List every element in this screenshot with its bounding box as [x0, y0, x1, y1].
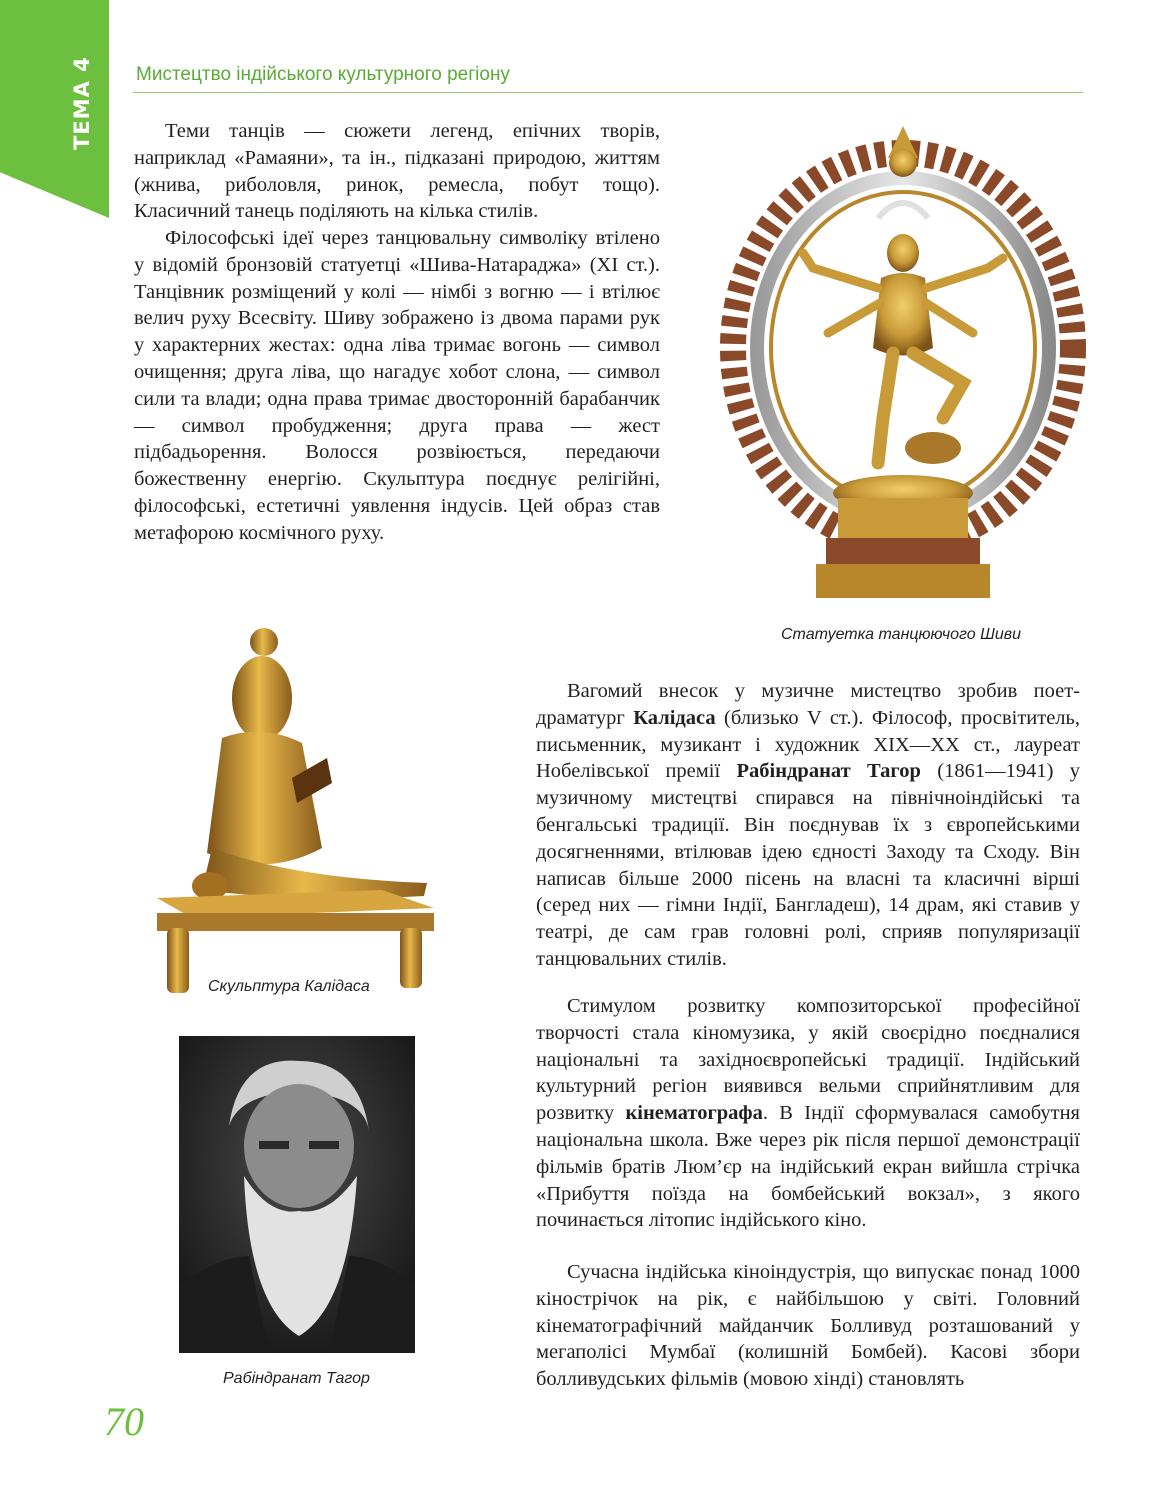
term-cinematography: кінематографа	[625, 1102, 763, 1125]
caption-tagore: Рабіндранат Тагор	[223, 1370, 370, 1387]
header-divider	[133, 92, 1083, 93]
running-header: Мистецтво індійського культурного регіону	[136, 64, 510, 85]
page-number: 70	[104, 1399, 144, 1444]
paragraph-shiva-nataraja: Філософські ідеї через танцювальну символіку втілено у відомій бронзовій статуетці «Шива-Натараджа» (XI ст.). Танцівник розміщений у колі — німбі з вогню — і втілює велич руху Всесвіту. Шиву зображено із двома парами рук у характерних жестах: одна ліва тримає вогонь — символ очищення; друга ліва, що нагадує хобот слона, — символ сили та влади; одна права тримає двосторонній барабанчик — символ пробудження; друга права — жест підбадьорення. Волосся розвіюється, передаючи божественну енергію. Скульптура поєднує релігійні, філософські, естетичні уявлення індусів. Цей образ став метафорою космічного руху.	[134, 227, 660, 544]
term-kalidasa: Калідаса	[633, 706, 716, 729]
paragraph-music-kalidasa-tagore: Вагомий внесок у музичне мистецтво зробив поет-драматург Калідаса (близько V ст.). Філософ, просвітитель, письменник, музикант і художник XIX—XX ст., лауреат Нобелівської премії Рабіндранат Тагор (1861—1941) у музичному мистецтві спирався на північноіндійські та бенгальські традиції. Він поєднував їх з європейськими досягненнями, втілював ідею єдності Заходу та Сходу. Він написав більше 2000 пісень на власні та класичні вірші (серед них — гімни Індії, Бангладеш), 14 драм, які ставив у театрі, де сам грав головні ролі, сприяв популяризації танцювальних стилів.	[536, 680, 1081, 970]
paragraph-dance-themes: Теми танців — сюжети легенд, епічних творів, наприклад «Рамаяни», та ін., підказані природою, життям (жнива, риболовля, ринок, ремесла, побут тощо). Класичний танець поділяють на кілька стилів.	[134, 120, 660, 223]
paragraph-bollywood: Сучасна індійська кіноіндустрія, що випускає понад 1000 кінострічок на рік, є найбільшою у світі. Головний кінематографічний майданчик Болливуд розташований у мегаполісі Мумбаї (колишній Бомбей). Касові збори болливудських фільмів (мовою хінді) становлять	[536, 1261, 1080, 1391]
tagore-portrait-image	[179, 1036, 415, 1353]
chapter-label: ТЕМА 4	[70, 56, 94, 150]
caption-kalidasa: Скульптура Калідаса	[208, 978, 370, 995]
kalidasa-sculpture-image	[152, 628, 437, 996]
shiva-statue-image	[718, 118, 1088, 608]
term-tagore: Рабіндранат Тагор	[736, 760, 921, 783]
caption-shiva: Статуетка танцюючого Шиви	[781, 626, 1021, 643]
paragraph-cinema: Стимулом розвитку композиторської професійної творчості стала кіномузика, у якій своєрідно поєдналися національні та західноєвропейські традиції. Індійський культурний регіон виявився вельми сприйнятливим для розвитку кінематографа. В Індії сформувалася самобутня національна школа. Вже через рік після першої демонстрації фільмів братів Люм’єр на індійський екран вийшла стрічка «Прибуття поїзда на бомбейський вокзал», з якого починається літопис індійського кіно.	[536, 995, 1080, 1232]
